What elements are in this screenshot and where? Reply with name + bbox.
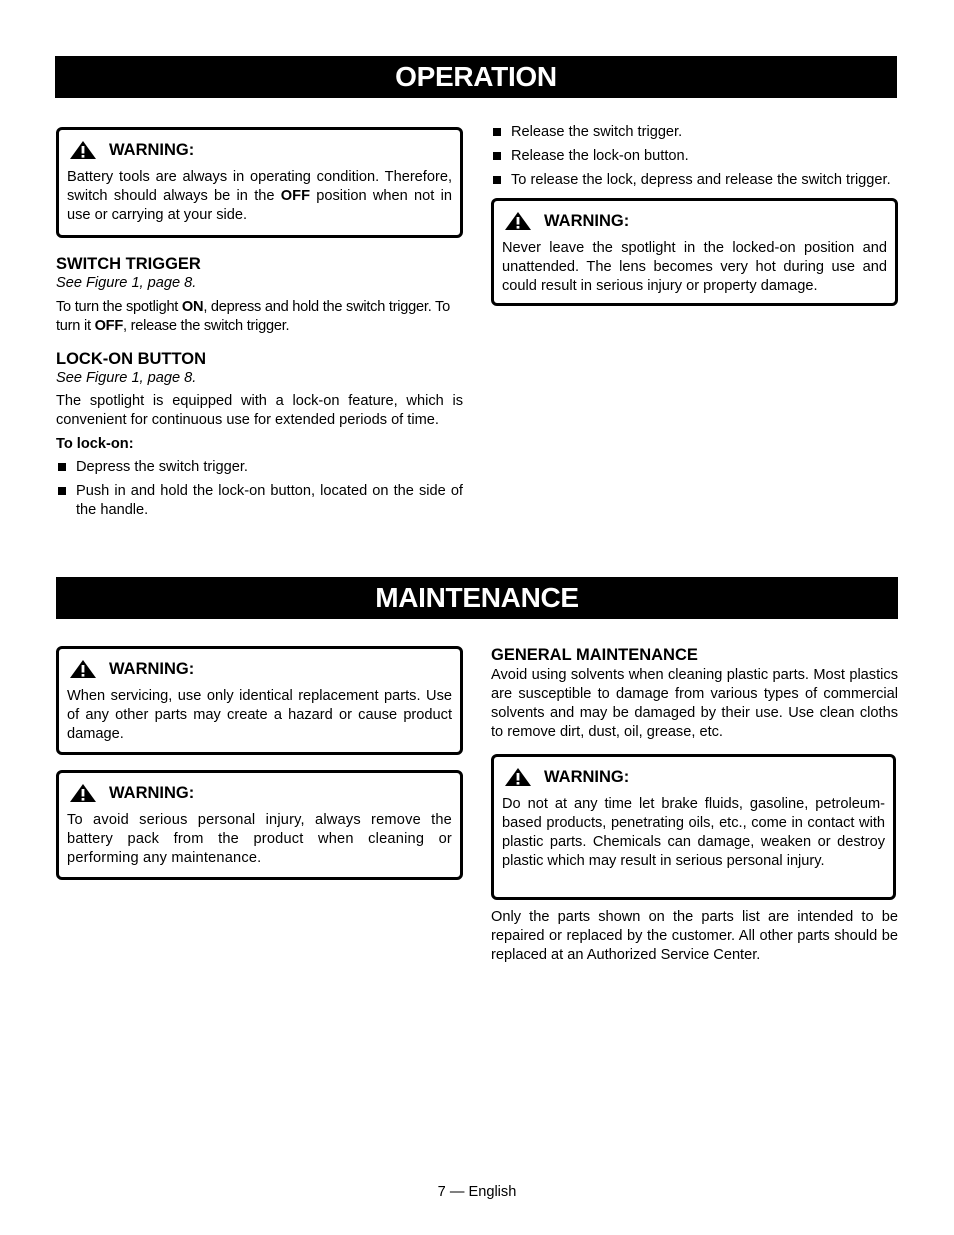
operation-warning-box: [56, 127, 463, 238]
battery-removal-warning-box: [56, 770, 463, 880]
warning-text: Battery tools are always in operating condition. Therefore, switch should always be in the OFF position when not in use or carrying at your side.: [67, 169, 452, 223]
section-heading: LOCK-ON BUTTON: [56, 350, 207, 368]
square-bullet-icon: [493, 128, 501, 136]
warning-header: [502, 767, 885, 787]
warning-text: Do not at any time let brake fluids, gasoline, petroleum-based products, penetrating oils, etc., come in contact with plastic parts. Chemicals can damage, weaken or destroy plastic which may result in serious personal injury.: [502, 796, 885, 869]
maintenance-right-column: [491, 645, 898, 965]
list-item: Depress the switch trigger.: [56, 458, 463, 477]
operation-right-column: [491, 123, 898, 306]
subheading: To lock-on:: [56, 436, 134, 452]
paragraph: Avoid using solvents when cleaning plastic parts. Most plastics are susceptible to damage from various types of commercial solvents and may be damaged by their use. Use clean cloths to remove dirt, dust, oil, grease, etc.: [491, 667, 898, 740]
warning-label: WARNING:: [109, 140, 195, 159]
bullet-list: [491, 123, 898, 190]
warning-triangle-icon: [69, 659, 97, 679]
paragraph: Only the parts shown on the parts list are intended to be repaired or replaced by the customer. All other parts should be replaced at an Authorized Service Center.: [491, 909, 898, 963]
figure-reference: See Figure 1, page 8.: [56, 370, 197, 386]
warning-triangle-icon: [69, 783, 97, 803]
paragraph: To turn the spotlight ON, depress and hold the switch trigger. To turn it OFF, release the switch trigger.: [56, 299, 450, 334]
section-heading: SWITCH TRIGGER: [56, 255, 201, 273]
warning-header: [502, 211, 887, 231]
warning-header: [67, 659, 452, 679]
warning-label: WARNING:: [544, 211, 630, 230]
warning-label: WARNING:: [544, 767, 630, 786]
square-bullet-icon: [493, 176, 501, 184]
warning-label: WARNING:: [109, 783, 195, 802]
lock-warning-box: [491, 198, 898, 306]
replacement-parts-warning-box: [56, 646, 463, 755]
chemicals-warning-box: [491, 754, 896, 900]
square-bullet-icon: [58, 487, 66, 495]
warning-header: [67, 783, 452, 803]
paragraph: The spotlight is equipped with a lock-on feature, which is convenient for continuous use for extended periods of time.: [56, 393, 463, 428]
warning-triangle-icon: [69, 140, 97, 160]
square-bullet-icon: [58, 463, 66, 471]
warning-header: [67, 140, 452, 160]
list-item: To release the lock, depress and release the switch trigger.: [491, 171, 898, 190]
operation-left-column: [56, 127, 463, 525]
warning-label: WARNING:: [109, 659, 195, 678]
maintenance-left-column: [56, 646, 463, 880]
warning-text: Never leave the spotlight in the locked-on position and unattended. The lens becomes very hot during use and could result in serious injury or property damage.: [502, 240, 887, 294]
section-heading: GENERAL MAINTENANCE: [491, 646, 698, 664]
list-item: Push in and hold the lock-on button, located on the side of the handle.: [56, 482, 463, 520]
square-bullet-icon: [493, 152, 501, 160]
bullet-list: [56, 458, 463, 520]
warning-text: To avoid serious personal injury, always remove the battery pack from the product when cleaning or performing any maintenance.: [67, 812, 452, 866]
lock-on-section: [56, 349, 463, 520]
list-item: Release the lock-on button.: [491, 147, 898, 166]
warning-triangle-icon: [504, 211, 532, 231]
warning-text: When servicing, use only identical replacement parts. Use of any other parts may create a hazard or cause product damage.: [67, 688, 452, 742]
switch-trigger-section: [56, 254, 463, 336]
figure-reference: See Figure 1, page 8.: [56, 275, 197, 291]
warning-triangle-icon: [504, 767, 532, 787]
maintenance-title: MAINTENANCE: [56, 577, 898, 619]
operation-title: OPERATION: [55, 56, 897, 98]
page-footer: 7 — English: [437, 1184, 517, 1200]
list-item: Release the switch trigger.: [491, 123, 898, 142]
